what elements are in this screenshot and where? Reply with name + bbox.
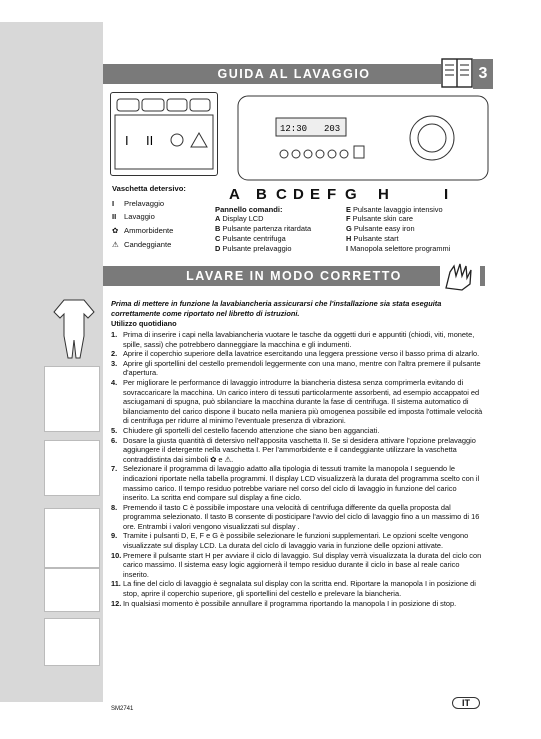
- legend-label: Ammorbidente: [124, 226, 174, 235]
- panel-letter-i: I: [444, 186, 449, 203]
- command-g: G Pulsante easy iron: [346, 224, 415, 233]
- panel-letter-d: D: [293, 186, 304, 203]
- command-f: F Pulsante skin care: [346, 214, 413, 223]
- detergent-drawer-illustration: [110, 92, 218, 176]
- command-d: D Pulsante prelavaggio: [215, 244, 292, 253]
- book-icon: [441, 55, 473, 91]
- page-number: 3: [473, 59, 493, 89]
- svg-text:II: II: [146, 133, 154, 148]
- control-panel-illustration: [236, 92, 493, 184]
- command-i: I Manopola selettore programmi: [346, 244, 451, 253]
- step-item: 7. Selezionare il programma di lavaggio adatto alla tipologia di tessuti tramite la manopola I seguendo le indicazioni riportate nella tabella programmi. Il display LCD visualizzerà la durata del programma scelto con il massimo carico. Il tempo residuo potrebbe variare nel corso del ciclo di lavaggio in funzione del carico inserito. La scritta end compare sul display a fine ciclo.: [111, 464, 480, 503]
- step-item: 8. Premendo il tasto C è possibile impostare una velocità di centrifuga differente da quella proposta dal programma selezionato. Il tasto B consente di posticipare l'avvio del ciclo di lavaggio fino a un massimo di 16 ore. Entrambi i valori vengono visualizzati sul display .: [111, 502, 480, 531]
- drum-doors-illustration: [44, 440, 100, 496]
- intro-paragraph: Prima di mettere in funzione la lavabiancheria assicurarsi che l'installazione sia stata eseguita correttamente come riportato nel libretto di istruzioni.: [111, 299, 442, 318]
- panel-letter-h: H: [378, 186, 389, 203]
- step-item: 3. Aprire gli sportellini del cestello premendoli leggermente con una mano, mentre con l'altra premere il pulsante d'apertura.: [111, 358, 481, 378]
- step-item: 6. Dosare la giusta quantità di detersivo nell'apposita vaschetta II. Se si desidera attivare l'opzione prelavaggio aggiungere il detergente nella vaschetta I. Per l'ammorbidente e il candeggiante utilizzare la vaschetta contraddistinta dai simboli ✿ e ⚠.: [111, 435, 476, 464]
- legend-wash: [112, 212, 155, 221]
- step-item: 12. In qualsiasi momento è possibile annullare il programma riportando la manopola I in posizione di stop.: [111, 598, 457, 608]
- load-laundry-illustration: [44, 508, 100, 568]
- step-item: 2. Aprire il coperchio superiore della lavatrice esercitando una leggera pressione verso il basso prima di alzarlo.: [111, 349, 480, 359]
- instruction-steps: [111, 330, 483, 608]
- step-item: 10. Premere il pulsante start H per avviare il ciclo di lavaggio. Sul display verrà visualizzata la durata del ciclo con carico massimo. Il sistema easy logic aggiornerà il tempo residuo durante il ciclo in base al reale carico inserito.: [111, 550, 482, 579]
- step-item: 4. Per migliorare le performance di lavaggio introdurre la biancheria distesa senza comprimerla evitando di sovraccaricare la macchina. Un carico intero di tessuti particolarmente assorbenti, ad esempio accappatoi ed asciugamani di spugna, può sbilanciare la macchina durante la fase di centrifuga. Il sistema automatico di bilanciamento del carico dispone il bucato nella maniera più omogenea possibile ed imposta l'ottimale velocità di centrifuga per ridurre al minimo l'eventuale presenza di vibrazioni.: [111, 377, 483, 426]
- control-panel-title: Pannello comandi:: [215, 205, 283, 214]
- svg-text:I: I: [125, 133, 129, 148]
- command-b: B Pulsante partenza ritardata: [215, 224, 312, 233]
- language-badge: IT: [452, 697, 480, 709]
- panel-letter-b: B: [256, 186, 267, 203]
- program-knob-illustration: [44, 568, 100, 612]
- prewash-symbol: I: [112, 199, 115, 208]
- legend-softener: [112, 226, 173, 235]
- command-c: C Pulsante centrifuga: [215, 234, 286, 243]
- step-item: 9. Tramite i pulsanti D, E, F e G è possibile selezionare le funzioni supplementari. Le opzioni scelte vengono visualizzate sul display LCD. La durata del ciclo di lavaggio varia in funzione delle opzioni attivate.: [111, 531, 469, 551]
- guide-banner: GUIDA AL LAVAGGIO: [103, 64, 485, 84]
- legend-label: Candeggiante: [124, 240, 172, 249]
- press-start-illustration: [44, 618, 100, 666]
- shirt-pockets-illustration: [50, 296, 98, 360]
- legend-label: Lavaggio: [124, 212, 155, 221]
- washer-lid-illustration: [44, 366, 100, 432]
- lcd-value: 203: [324, 124, 341, 134]
- document-code: SM2741: [111, 706, 134, 712]
- panel-letter-e: E: [310, 186, 321, 203]
- wash-symbol: II: [112, 212, 117, 221]
- command-a: A Display LCD: [215, 214, 264, 223]
- step-item: 11. La fine del ciclo di lavaggio è segnalata sul display con la scritta end. Riportare la manopola I in posizione di stop, aprire il coperchio superiore, gli sportellini del cestello e prelevare la biancheria.: [111, 579, 476, 599]
- softener-icon: ✿: [112, 226, 119, 235]
- wash-banner: LAVARE IN MODO CORRETTO: [103, 266, 485, 286]
- bleach-icon: ⚠: [112, 240, 119, 249]
- hand-icon: [440, 258, 480, 294]
- lcd-time: 12:30: [280, 124, 308, 134]
- command-e: E Pulsante lavaggio intensivo: [346, 205, 443, 214]
- panel-letter-a: A: [229, 186, 240, 203]
- legend-label: Prelavaggio: [124, 199, 165, 208]
- panel-letter-f: F: [327, 186, 337, 203]
- step-item: 5. Chiudere gli sportelli del cestello facendo attenzione che siano ben agganciati.: [111, 425, 380, 435]
- drawer-legend-title: Vaschetta detersivo:: [112, 184, 186, 193]
- legend-bleach: [112, 240, 171, 249]
- panel-letter-c: C: [276, 186, 287, 203]
- panel-letter-g: G: [345, 186, 357, 203]
- command-h: H Pulsante start: [346, 234, 399, 243]
- legend-prewash: [112, 199, 164, 208]
- step-item: 1. Prima di inserire i capi nella lavabiancheria vuotare le tasche da oggetti duri e appuntiti (chiodi, viti, monete, spille, sassi) che potrebbero danneggiare la macchina e gli indumenti.: [111, 330, 475, 349]
- daily-use-heading: Utilizzo quotidiano: [111, 319, 177, 328]
